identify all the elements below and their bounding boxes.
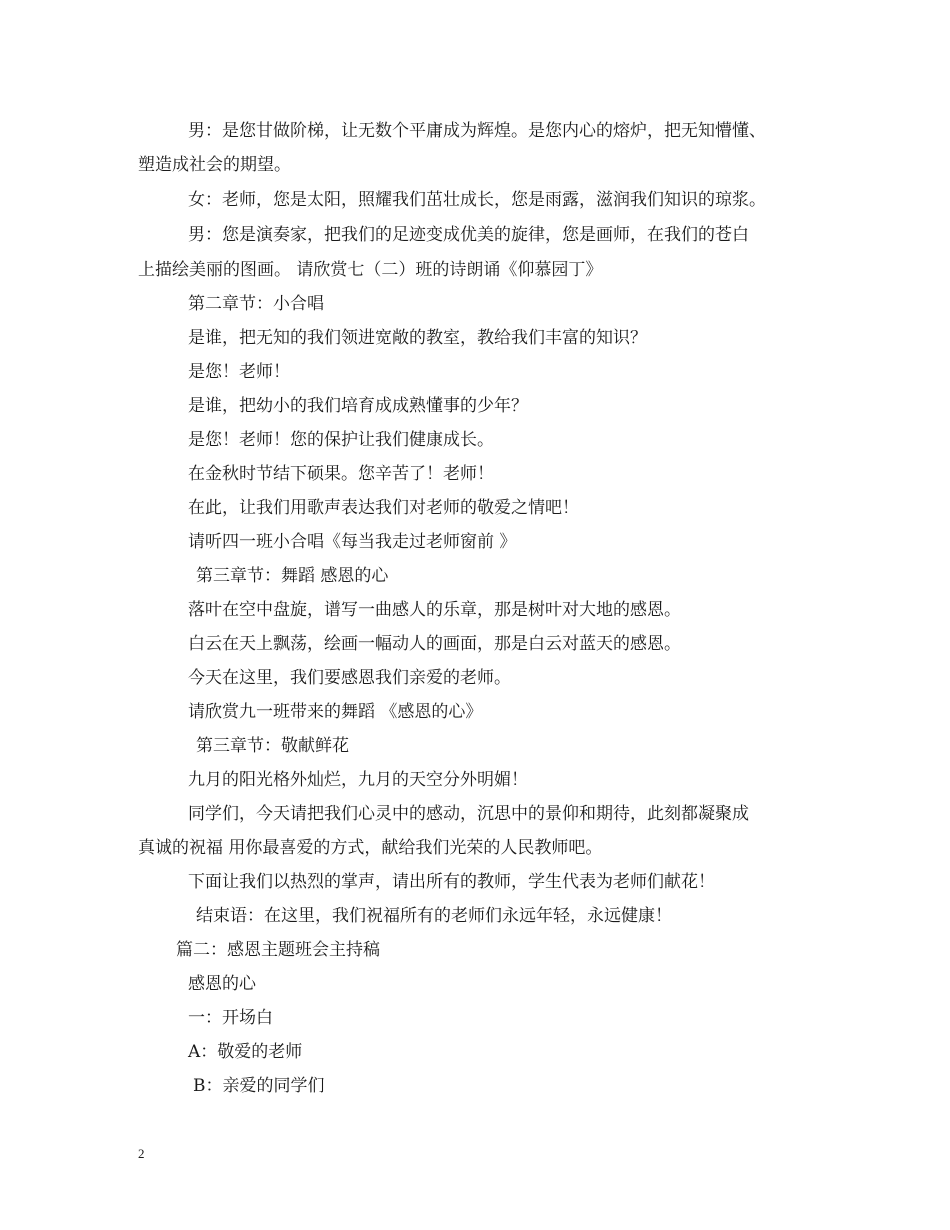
text-line: 感恩的心 xyxy=(188,974,256,994)
text-line: 在金秋时节结下硕果。您辛苦了！老师！ xyxy=(188,464,494,484)
text-line: 请欣赏九一班带来的舞蹈 《感恩的心》 xyxy=(188,702,483,722)
text-line: 今天在这里，我们要感恩我们亲爱的老师。 xyxy=(188,668,511,688)
text-line: 在此，让我们用歌声表达我们对老师的敬爱之情吧！ xyxy=(188,498,579,518)
section-heading: 第二章节：小合唱 xyxy=(188,294,324,314)
text-line: 是谁，把幼小的我们培育成成熟懂事的少年？ xyxy=(188,396,528,416)
section-heading: 篇二：感恩主题班会主持稿 xyxy=(176,940,380,960)
text-line: 下面让我们以热烈的掌声，请出所有的教师，学生代表为老师们献花！ xyxy=(188,872,715,892)
section-heading: 第三章节：舞蹈 感恩的心 xyxy=(196,566,389,586)
text-line: 结束语：在这里，我们祝福所有的老师们永远年轻，永远健康！ xyxy=(196,906,672,926)
text-line: 是谁，把无知的我们领进宽敞的教室，教给我们丰富的知识？ xyxy=(188,328,647,348)
text-line: 是您！老师！ xyxy=(188,362,290,382)
text-line: 同学们，今天请把我们心灵中的感动，沉思中的景仰和期待，此刻都凝聚成 xyxy=(188,804,749,824)
text-line: 九月的阳光格外灿烂，九月的天空分外明媚！ xyxy=(188,770,528,790)
text-line: 一：开场白 xyxy=(188,1008,273,1028)
text-line: 上描绘美丽的图画。 请欣赏七（二）班的诗朗诵《仰慕园丁》 xyxy=(138,260,603,280)
text-line: 男：您是演奏家，把我们的足迹变成优美的旋律，您是画师，在我们的苍白 xyxy=(188,225,749,245)
page-number: 2 xyxy=(138,1146,145,1161)
text-line: 女：老师，您是太阳，照耀我们茁壮成长，您是雨露，滋润我们知识的琼浆。 xyxy=(188,190,766,210)
text-line: 落叶在空中盘旋，谱写一曲感人的乐章，那是树叶对大地的感恩。 xyxy=(188,600,681,620)
section-heading: 第三章节：敬献鲜花 xyxy=(196,736,349,756)
text-line: 请听四一班小合唱《每当我走过老师窗前 》 xyxy=(188,532,517,552)
text-line: 白云在天上飘荡，绘画一幅动人的画面，那是白云对蓝天的感恩。 xyxy=(188,634,681,654)
text-line: B：亲爱的同学们 xyxy=(193,1076,325,1096)
text-line: 男：是您甘做阶梯，让无数个平庸成为辉煌。是您内心的熔炉，把无知懵懂、 xyxy=(188,121,766,141)
text-line: 真诚的祝福 用你最喜爱的方式，献给我们光荣的人民教师吧。 xyxy=(138,838,603,858)
text-line: A：敬爱的老师 xyxy=(188,1042,303,1062)
text-line: 塑造成社会的期望。 xyxy=(138,155,291,175)
text-line: 是您！老师！您的保护让我们健康成长。 xyxy=(188,430,494,450)
